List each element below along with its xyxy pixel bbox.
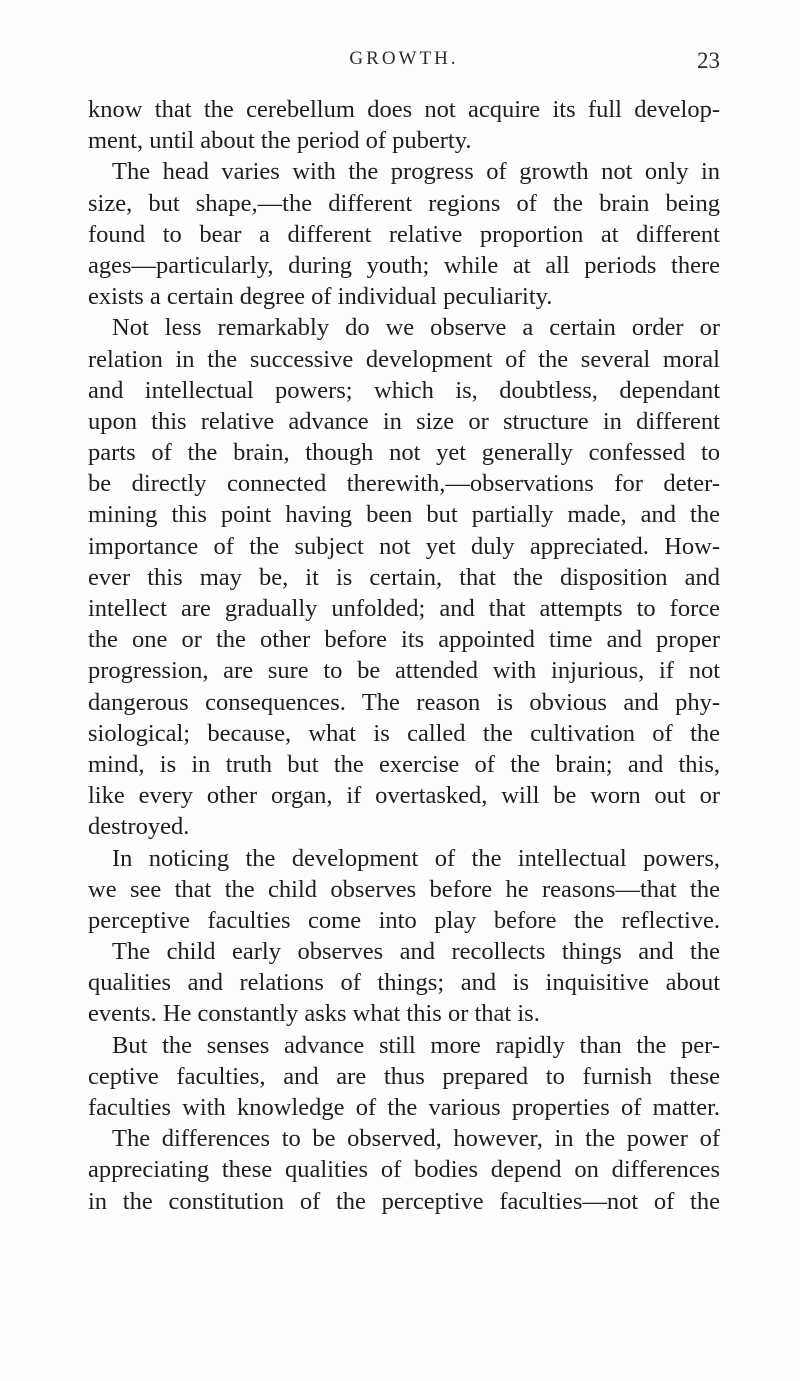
text-line: intellect are gradually unfolded; and that attempts to force bbox=[88, 595, 720, 622]
text-line: destroyed. bbox=[88, 813, 190, 841]
running-head bbox=[88, 48, 720, 78]
text-line: exists a certain degree of individual peculiarity. bbox=[88, 283, 553, 311]
text-line: qualities and relations of things; and is inquisitive about bbox=[88, 969, 720, 997]
text-line: mining this point having been but partially made, and the bbox=[88, 501, 720, 529]
text-line: mind, is in truth but the exercise of the brain; and this, bbox=[88, 750, 720, 778]
text-line: ever this may be, it is certain, that the disposition and bbox=[88, 563, 720, 591]
text-line: be directly connected therewith,—observations for deter- bbox=[88, 470, 720, 498]
text-line: The head varies with the progress of growth not only in bbox=[112, 158, 720, 186]
text-line: Not less remarkably do we observe a certain order or bbox=[112, 314, 720, 342]
text-line: events. He constantly asks what this or that is. bbox=[88, 1000, 540, 1028]
text-line: the one or the other before its appointed time and proper bbox=[88, 626, 720, 654]
text-line: ment, until about the period of puberty. bbox=[88, 127, 472, 155]
text-line: The differences to be observed, however, in the power of bbox=[112, 1125, 720, 1153]
text-line: dangerous consequences. The reason is obvious and phy- bbox=[88, 688, 720, 716]
text-line: importance of the subject not yet duly appreciated. How- bbox=[88, 532, 720, 560]
text-line: ages—particularly, during youth; while at all periods there bbox=[88, 251, 720, 279]
text-line: know that the cerebellum does not acquire its full develop- bbox=[88, 96, 720, 123]
text-line: relation in the successive development of the several moral bbox=[88, 345, 720, 373]
text-line: parts of the brain, though not yet generally confessed to bbox=[88, 439, 720, 467]
text-line: faculties with knowledge of the various properties of matter. bbox=[88, 1094, 720, 1121]
text-line: In noticing the development of the intellectual powers, bbox=[112, 844, 720, 872]
body-text bbox=[88, 94, 720, 1217]
text-line: size, but shape,—the different regions of the brain being bbox=[88, 189, 720, 217]
text-line: and intellectual powers; which is, doubtless, dependant bbox=[88, 376, 720, 404]
text-line: siological; because, what is called the cultivation of the bbox=[88, 719, 720, 747]
text-line: perceptive faculties come into play before the reflective. bbox=[88, 906, 720, 934]
text-line: like every other organ, if overtasked, will be worn out or bbox=[88, 782, 720, 810]
text-line: in the constitution of the perceptive faculties—not of the bbox=[88, 1187, 720, 1215]
text-line: But the senses advance still more rapidly than the per- bbox=[112, 1031, 720, 1059]
text-line: progression, are sure to be attended with injurious, if not bbox=[88, 657, 720, 685]
text-line: The child early observes and recollects things and the bbox=[112, 938, 720, 966]
text-line: upon this relative advance in size or structure in different bbox=[88, 407, 720, 435]
text-line: found to bear a different relative proportion at different bbox=[88, 220, 720, 248]
page-number: 23 bbox=[697, 48, 720, 73]
running-head-title: GROWTH. bbox=[349, 48, 459, 69]
text-line: we see that the child observes before he reasons—that the bbox=[88, 875, 720, 903]
text-line: appreciating these qualities of bodies depend on differences bbox=[88, 1156, 720, 1184]
text-line: ceptive faculties, and are thus prepared to furnish these bbox=[88, 1062, 720, 1090]
